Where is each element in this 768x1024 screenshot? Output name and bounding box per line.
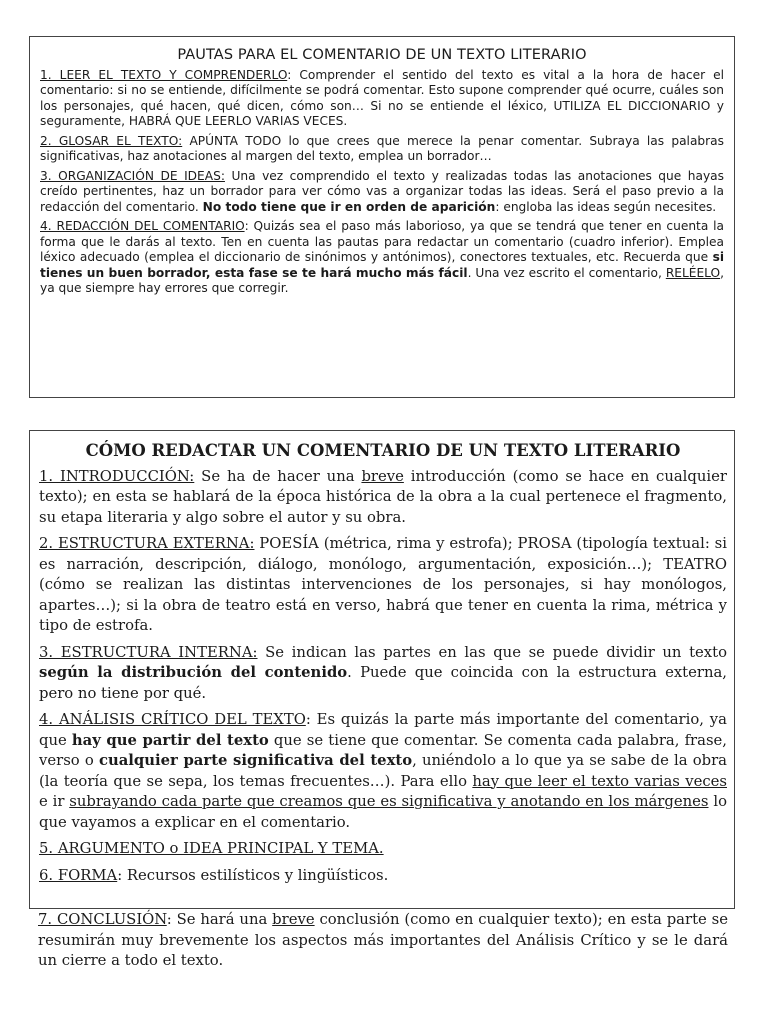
section-bold: hay que partir del texto (71, 731, 269, 749)
step-heading: 2. GLOSAR EL TEXTO: (40, 133, 183, 148)
step-heading: 3. ORGANIZACIÓN DE IDEAS: (40, 168, 225, 183)
section-introduccion (39, 467, 727, 529)
section-conclusion (38, 910, 728, 972)
pautas-step-4 (40, 219, 724, 297)
section-bold: cualquier parte significativa del texto (98, 752, 413, 769)
section-estructura-externa (39, 534, 727, 637)
step-underline: RELÉELO (665, 265, 721, 280)
section-heading: 5. ARGUMENTO o IDEA PRINCIPAL Y TEMA. (39, 840, 384, 857)
section-heading: 4. ANÁLISIS CRÍTICO DEL TEXTO (39, 711, 306, 728)
section-underline: breve (361, 467, 404, 485)
section-heading: 7. CONCLUSIÓN (38, 911, 167, 928)
como-redactar-box (29, 430, 735, 909)
pautas-step-3 (40, 169, 724, 216)
como-redactar-title: CÓMO REDACTAR UN COMENTARIO DE UN TEXTO LITERARIO (85, 441, 681, 460)
step-text: APÚNTA TODO lo que crees que merece la penar comentar. Subraya las palabras significativas, haz anotaciones al margen del texto, emplea un borrador… (40, 133, 724, 163)
section-heading: 1. INTRODUCCIÓN: (39, 467, 195, 485)
step-heading: 1. LEER EL TEXTO Y COMPRENDERLO (40, 67, 288, 82)
pautas-step-2 (40, 134, 724, 165)
step-text: : Comprender el sentido del texto es vital a la hora de hacer el comentario: si no se entiende, difícilmente se podrá comentar. Esto supone comprender qué ocurre, cuáles son los personajes, qué hacen, qué dicen, cómo son… Si no se entiende el léxico, UTILIZA EL DICCIONARIO y seguramente, HABRÁ QUE LEERLO VARIAS VECES. (40, 67, 724, 128)
section-heading: 3. ESTRUCTURA INTERNA: (39, 643, 258, 661)
section-underline: subrayando cada parte que creamos que es significativa y anotando en los márgenes (69, 793, 709, 810)
step-bold: si tienes un buen borrador, esta fase se te hará mucho más fácil (40, 250, 724, 280)
section-heading: 2. ESTRUCTURA EXTERNA: (39, 535, 255, 552)
pautas-title: PAUTAS PARA EL COMENTARIO DE UN TEXTO LITERARIO (177, 47, 587, 63)
section-heading: 6. FORMA (39, 866, 118, 884)
step-heading: 4. REDACCIÓN DEL COMENTARIO (40, 219, 245, 233)
section-underline: hay que leer el texto varias veces (472, 772, 727, 790)
section-estructura-interna (39, 643, 727, 705)
section-text: : Se hará una (166, 911, 273, 928)
section-text: Se ha de hacer una (194, 467, 362, 485)
pautas-step-1 (40, 68, 724, 130)
section-text: : Es quizás la parte más importante del comentario, ya que (39, 711, 727, 749)
step-text: : Quizás sea el paso más laborioso, ya que se tendrá que tener en cuenta la forma que le darás al texto. Ten en cuenta las pautas para redactar un comentario (cuadro inferior). Emplea léxico adecuado (emplea el diccionario de sinónimos y antónimos), conectores textuales, etc. Recuerda que (40, 219, 724, 264)
pautas-box (29, 36, 735, 398)
section-text: lo que vayamos a explicar en el comentario. (39, 793, 727, 831)
section-text: Se indican las partes en las que se puede dividir un texto (257, 643, 727, 661)
step-text: . Una vez escrito el comentario, (467, 265, 666, 280)
section-text: conclusión (como en cualquier texto); en esta parte se resumirán muy brevemente los aspectos más importantes del Análisis Crítico y se le dará un cierre a todo el texto. (38, 911, 728, 969)
section-text: que se tiene que comentar. Se comenta cada palabra, frase, verso o (39, 731, 727, 769)
section-text: e ir (39, 793, 70, 810)
step-text: Una vez comprendido el texto y realizadas todas las anotaciones que hayas creído pertinentes, haz un borrador para ver cómo vas a organizar todas las ideas. Será el paso previo a la redacción del comentario. (40, 168, 724, 214)
section-analisis-critico (39, 710, 727, 833)
step-text: , ya que siempre hay errores que corregir. (40, 265, 724, 295)
section-text: introducción (como se hace en cualquier texto); en esta se hablará de la época histórica de la obra a la cual pertenece el fragmento, su etapa literaria y algo sobre el autor y su obra. (39, 467, 727, 526)
section-argumento (39, 839, 727, 860)
section-text: : Recursos estilísticos y lingüísticos. (117, 866, 389, 884)
section-bold: según la distribución del contenido (39, 664, 348, 681)
section-text: . Puede que coincida con la estructura externa, pero no tiene por qué. (39, 664, 728, 702)
step-bold: No todo tiene que ir en orden de aparición (202, 199, 496, 214)
section-underline: breve (272, 911, 315, 928)
section-text: POESÍA (métrica, rima y estrofa); PROSA (tipología textual: si es narración, descripción, diálogo, monólogo, argumentación, exposición…); TEATRO (cómo se realizan las distintas intervenciones de los personajes, si hay monólogos, apartes…); si la obra de teatro está en verso, habrá que tener en cuenta la rima, métrica y tipo de estrofa. (39, 535, 727, 634)
step-text: : engloba las ideas según necesites. (495, 199, 717, 214)
section-text: , uniéndolo a lo que ya se sabe de la obra (la teoría que se sepa, los temas frecuentes…). Para ello (39, 752, 728, 790)
section-forma (39, 866, 727, 887)
